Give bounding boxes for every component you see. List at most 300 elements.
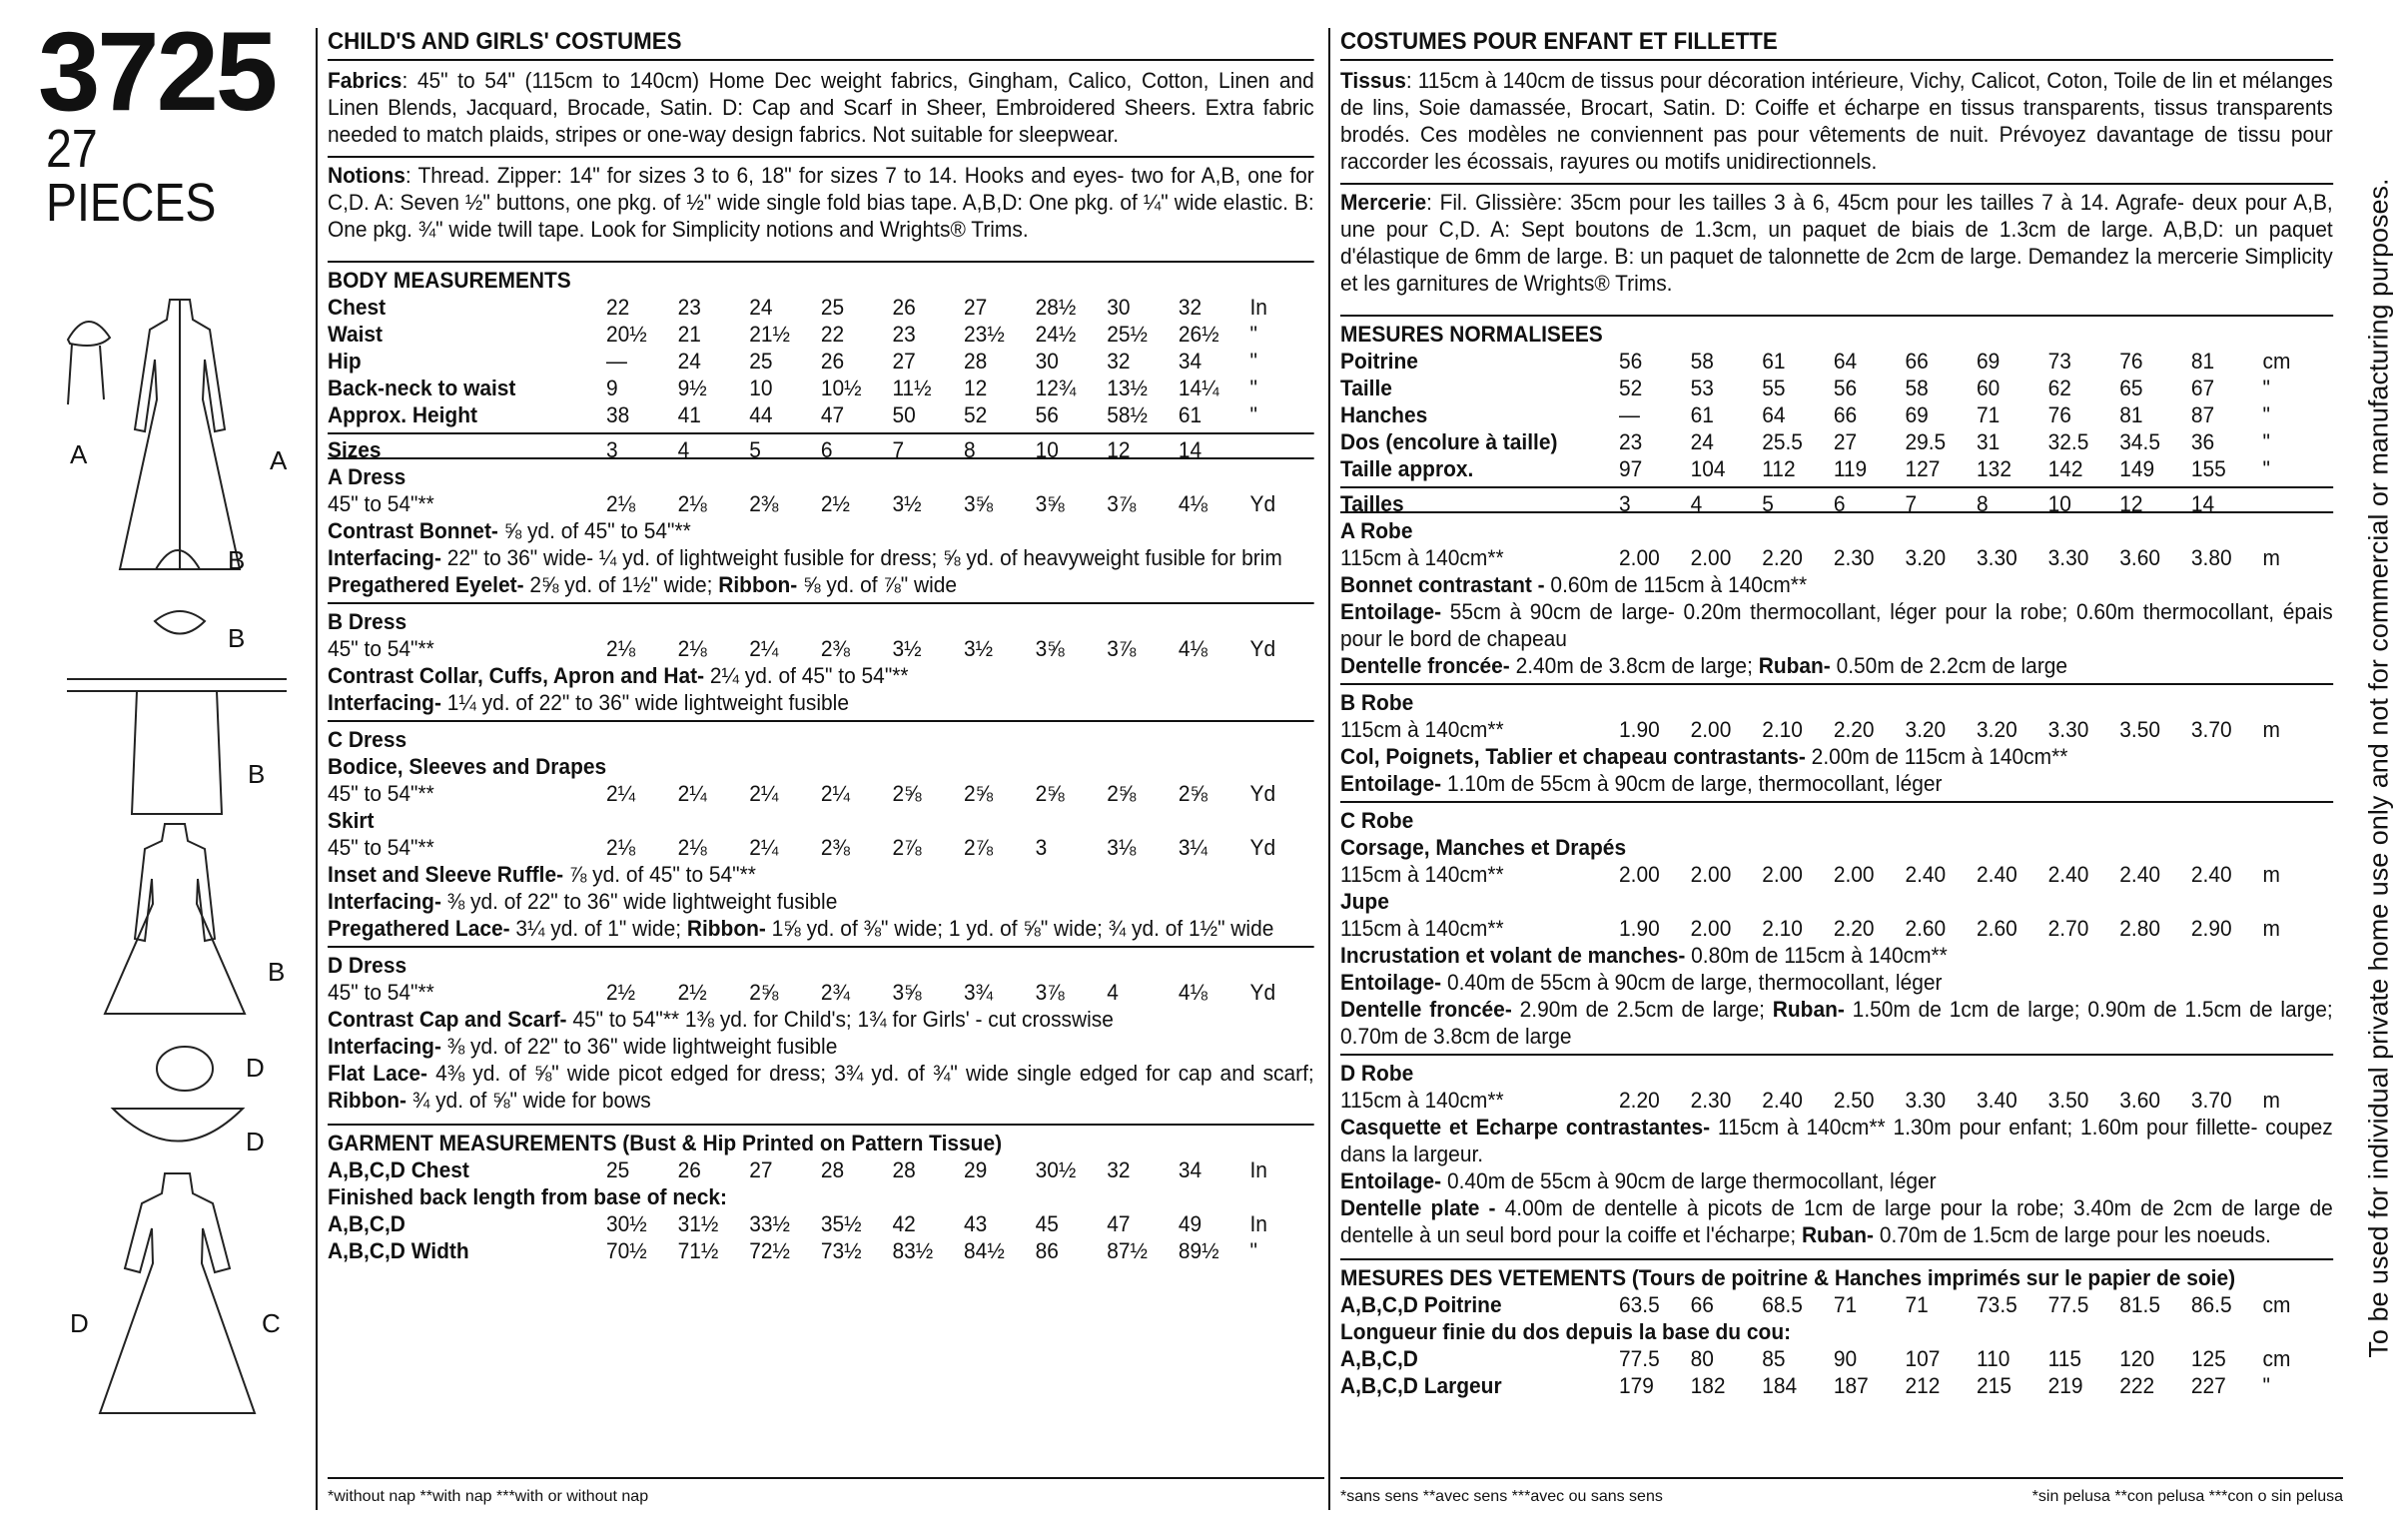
cell: 3.60 — [2119, 1088, 2161, 1113]
cell: 3¾ — [964, 980, 994, 1005]
view-label-d2: D — [246, 1127, 265, 1156]
cell: 10 — [2047, 491, 2071, 516]
cell: 149 — [2119, 456, 2155, 481]
cell: 28 — [964, 349, 988, 374]
cell: 2.70 — [2047, 916, 2089, 941]
cell: 155 — [2190, 456, 2226, 481]
cell: 119 — [1833, 456, 1868, 481]
cell: 58 — [1905, 376, 1929, 400]
cell: 64 — [1833, 349, 1858, 374]
view-label-c: C — [262, 1308, 281, 1338]
cell: 28 — [820, 1157, 845, 1182]
cell: 87½ — [1107, 1238, 1149, 1263]
cell: 32 — [1107, 1157, 1131, 1182]
view-label-d3: D — [70, 1308, 89, 1338]
cell: 2⅛ — [606, 491, 636, 516]
cell: 2.00 — [1762, 862, 1803, 887]
cell: 2.20 — [1619, 1088, 1660, 1113]
cell: 58 — [1690, 349, 1714, 374]
measurement-row — [1340, 428, 2333, 455]
cell: 61 — [1690, 402, 1714, 427]
cell: 4 — [1690, 491, 1703, 516]
cell: 212 — [1905, 1373, 1941, 1398]
cell: 38 — [606, 402, 630, 427]
cell: 63.5 — [1619, 1292, 1660, 1317]
cell: 2.00 — [1619, 862, 1660, 887]
cell: 36 — [2190, 429, 2215, 454]
cell: 2.10 — [1762, 916, 1803, 941]
cell: 30½ — [606, 1211, 647, 1236]
cell: 222 — [2119, 1373, 2155, 1398]
measurement-row — [328, 294, 1314, 321]
measurement-row — [1340, 401, 2333, 428]
unit: In — [1249, 295, 1267, 320]
cell: 53 — [1690, 376, 1714, 400]
cell: 31 — [1977, 429, 2001, 454]
row-label: Hip — [328, 349, 362, 374]
cell: 4⅛ — [1178, 636, 1207, 661]
cell: 3.70 — [2190, 717, 2232, 742]
fr-sizes-row: Tailles 3 4 5 6 7 8 10 12 14 — [1340, 486, 2333, 513]
cell: 3.30 — [2047, 545, 2089, 570]
cell: 3⅞ — [1107, 636, 1137, 661]
view-b-bonnet-illustration — [148, 529, 208, 589]
cell: 12 — [964, 376, 988, 400]
english-column — [316, 28, 1314, 1510]
cell: 32.5 — [2047, 429, 2089, 454]
unit: cm — [2262, 349, 2291, 374]
cell: 69 — [1905, 402, 1929, 427]
cell: 2.40 — [1977, 862, 2017, 887]
fr-body-measurements: MESURES NORMALISEES Poitrine 56 58 61 64 66 69 73 76 81 cm Taille 52 53 55 56 58 60 62 65 67 " Hanches — 61 64 66 69 71 76 81 87 " Dos (encolure à taille) 23 24 25.5 27 29.5 31 32.5 34.5 36 " Taille approx. 97 104 112 119 127 132 142 149 155 " — [1340, 315, 2333, 482]
en-title: CHILD'S AND GIRLS' COSTUMES — [328, 28, 1314, 61]
pattern-number: 3725 — [38, 9, 276, 134]
cell: 2¼ — [749, 636, 779, 661]
cell: 2⅝ — [964, 781, 994, 806]
cell: 68.5 — [1762, 1292, 1803, 1317]
row-label: Approx. Height — [328, 402, 477, 427]
view-label-b3: B — [248, 759, 266, 789]
cell: 120 — [2119, 1346, 2155, 1371]
row-label: Chest — [328, 295, 387, 320]
cell: 86.5 — [2190, 1292, 2232, 1317]
cell: 9 — [606, 376, 618, 400]
cell: 73 — [2047, 349, 2071, 374]
cell: 30 — [1035, 349, 1059, 374]
cell: 2.20 — [1833, 916, 1875, 941]
en-fabrics: Fabrics: 45" to 54" (115cm to 140cm) Home Dec weight fabrics, Gingham, Calico, Cotton, Linen and Linen Blends, Jacquard, Brocade, Satin. D: Cap and Scarf in Sheer, Embroidered Sheers. Extra fabric needed to match plaids, stripes or one-way design fabrics. Not suitable for sleepwear. — [328, 68, 1314, 147]
en-notions: Notions: Thread. Zipper: 14" for sizes 3 to 6, 18" for sizes 7 to 14. Hooks and eyes- two for A,B, one for C,D. A: Seven ½" buttons, one pkg. of ½" wide single fold bias tape. A,B,D: One pkg. of ¼" wide elastic. B: One pkg. ¾" wide twill tape. Look for Simplicity notions and Wrights® Trims. — [328, 156, 1314, 243]
en-garment-measurements: GARMENT MEASUREMENTS (Bust & Hip Printed on Pattern Tissue) A,B,C,D Chest 25 26 27 28 28 29 30½ 32 34 In Finished back length from base of neck: A,B,C,D 30½ 31½ 33½ 35½ 42 43 45 47 49 In A,B,C,D Width 70½ 71½ 72½ 73½ 83½ 84½ 86 87½ 89½ " — [328, 1124, 1314, 1264]
cell: 24 — [677, 349, 701, 374]
view-label-b1: B — [228, 545, 246, 575]
cell: 35½ — [820, 1211, 862, 1236]
cell: 83½ — [892, 1238, 934, 1263]
en-dress-c: C Dress Bodice, Sleeves and Drapes 45" to 54"** 2¼ 2¼ 2¼ 2¼ 2⅝ 2⅝ 2⅝ 2⅝ 2⅝ Yd Skirt 45" to 54"** 2⅛ 2⅛ 2¼ 2⅜ 2⅞ 2⅞ 3 3⅛ 3¼ Yd Inset and Sleeve Ruffle- ⅞ yd. of 45" to 54"** Interfacing- ⅜ yd. of 22" to 36" wide lightweight fusible Pregathered Lace- 3¼ yd. of 1" wide; Ribbon- 1⅝ yd. of ⅜" wide; 1 yd. of ⅝" wide; ¾ yd. of 1½" wide — [328, 720, 1314, 942]
cell: 32 — [1107, 349, 1131, 374]
cell: 2¼ — [749, 781, 779, 806]
cell: 8 — [1977, 491, 1989, 516]
cell: 3.30 — [1977, 545, 2017, 570]
cell: 5 — [749, 437, 761, 462]
cell: 34.5 — [2119, 429, 2161, 454]
cell: 2.60 — [1977, 916, 2017, 941]
cell: 3.30 — [2047, 717, 2089, 742]
cell: 3⅛ — [1107, 835, 1137, 860]
measurement-row — [1340, 455, 2333, 482]
cell: 3⅝ — [892, 980, 922, 1005]
cell: 26½ — [1178, 322, 1219, 347]
cell: 56 — [1619, 349, 1643, 374]
cell: 52 — [964, 402, 988, 427]
cell: 187 — [1833, 1373, 1869, 1398]
cell: 132 — [1977, 456, 2011, 481]
cell: 26 — [892, 295, 916, 320]
cell: 24½ — [1035, 322, 1077, 347]
cell: 34 — [1178, 349, 1203, 374]
cell: 81 — [2119, 402, 2143, 427]
cell: 80 — [1690, 1346, 1714, 1371]
cell: 3 — [606, 437, 618, 462]
cell: 24 — [1690, 429, 1714, 454]
cell: 12 — [1107, 437, 1131, 462]
cell: 23½ — [964, 322, 1005, 347]
row-label: Taille approx. — [1340, 456, 1474, 481]
cell: 31½ — [677, 1211, 719, 1236]
cell: 2¼ — [749, 835, 779, 860]
measurement-row — [328, 401, 1314, 428]
cell: 12¾ — [1035, 376, 1077, 400]
cell: 2.40 — [1762, 1088, 1803, 1113]
cell: 2.00 — [1690, 862, 1732, 887]
fr-notions: Mercerie: Fil. Glissière: 35cm pour les tailles 3 à 6, 45cm pour les tailles 7 à 14. Agrafe- deux pour A,B, une pour C,D. A: Sept boutons de 1.3cm, un paquet de biais de 1.3cm de large. A,B,D: un paquet d'élastique de 6mm de large. B: un paquet de talonnette de 2cm de large. Demandez la mercerie Simplicity et les garnitures de Wrights® Trims. — [1340, 183, 2333, 297]
cell: 60 — [1977, 376, 2001, 400]
cell: 77.5 — [2047, 1292, 2089, 1317]
cell: 21 — [677, 322, 701, 347]
cell: 71 — [1905, 1292, 1929, 1317]
cell: 52 — [1619, 376, 1643, 400]
cell: 81 — [2190, 349, 2215, 374]
cell: 3.60 — [2119, 545, 2161, 570]
en-dress-d: D Dress 45" to 54"** 2½ 2½ 2⅝ 2¾ 3⅝ 3¾ 3⅞ 4 4⅛ Yd Contrast Cap and Scarf- 45" to 54"** 1⅜ yd. for Child's; 1¾ for Girls' - cut crosswise Interfacing- ⅜ yd. of 22" to 36" wide lightweight fusible Flat Lace- 4⅜ yd. of ⅝" wide picot edged for dress; 3¾ yd. of ¾" wide single edged for cap and scarf; Ribbon- ¾ yd. of ⅝" wide for bows — [328, 946, 1314, 1114]
cell: 2⅝ — [892, 781, 922, 806]
view-d-cap-illustration — [150, 1039, 220, 1099]
cell: 2⅝ — [1178, 781, 1207, 806]
cell: 1.90 — [1619, 717, 1660, 742]
cell: 3.20 — [1977, 717, 2017, 742]
cell: 3.20 — [1905, 545, 1947, 570]
cell: 50 — [892, 402, 916, 427]
cell: 25½ — [1107, 322, 1149, 347]
cell: 33½ — [749, 1211, 790, 1236]
cell: 41 — [677, 402, 701, 427]
view-b-collar-illustration — [150, 601, 210, 651]
cell: 22 — [820, 322, 845, 347]
cell: 6 — [1833, 491, 1846, 516]
cell: 2⅜ — [820, 835, 850, 860]
measurement-row — [1340, 375, 2333, 401]
cell: 3½ — [892, 636, 922, 661]
cell: 81.5 — [2119, 1292, 2161, 1317]
cell: 215 — [1977, 1373, 2011, 1398]
cell: 89½ — [1178, 1238, 1219, 1263]
cell: 2⅛ — [606, 835, 636, 860]
cell: 2.00 — [1690, 717, 1732, 742]
cell: 77.5 — [1619, 1346, 1660, 1371]
cell: 2.30 — [1833, 545, 1875, 570]
cell: 2¼ — [677, 781, 707, 806]
cell: 3⅝ — [1035, 491, 1065, 516]
cell: 3.50 — [2047, 1088, 2089, 1113]
cell: 2½ — [677, 980, 707, 1005]
cell: 2⅝ — [1107, 781, 1137, 806]
cell: 24 — [749, 295, 773, 320]
cell: 47 — [1107, 1211, 1131, 1236]
cell: 27 — [749, 1157, 773, 1182]
cell: 2⅞ — [964, 835, 994, 860]
cell: 25 — [749, 349, 773, 374]
unit: " — [1249, 322, 1257, 347]
cell: 2.20 — [1833, 717, 1875, 742]
cell: 3 — [1035, 835, 1048, 860]
unit: " — [1249, 349, 1257, 374]
cell: 27 — [892, 349, 916, 374]
cell: 27 — [964, 295, 988, 320]
measurement-row — [1340, 348, 2333, 375]
cell: 115 — [2047, 1346, 2082, 1371]
view-c-dress-illustration — [95, 1168, 260, 1418]
view-b-apron-illustration — [62, 669, 292, 819]
cell: 22 — [606, 295, 630, 320]
cell: 27 — [1833, 429, 1858, 454]
view-label-a2: A — [270, 445, 288, 475]
cell: 2⅝ — [749, 980, 779, 1005]
cell: 64 — [1762, 402, 1786, 427]
view-label-b4: B — [268, 957, 286, 987]
cell: 6 — [820, 437, 833, 462]
row-label: Dos (encolure à taille) — [1340, 429, 1558, 454]
cell: — — [1619, 402, 1640, 427]
cell: 71 — [1977, 402, 2001, 427]
measurement-row — [328, 348, 1314, 375]
cell: 32 — [1178, 295, 1203, 320]
en-sizes-row: Sizes 3 4 5 6 7 8 10 12 14 — [328, 432, 1314, 459]
cell: 2⅛ — [677, 491, 707, 516]
cell: 3⅝ — [1035, 636, 1065, 661]
cell: 10½ — [820, 376, 862, 400]
cell: 61 — [1178, 402, 1203, 427]
cell: — — [606, 349, 627, 374]
cell: 2⅞ — [892, 835, 922, 860]
cell: 7 — [1905, 491, 1918, 516]
cell: 69 — [1977, 349, 2001, 374]
cell: 70½ — [606, 1238, 647, 1263]
cell: 2⅜ — [820, 636, 850, 661]
cell: 3.30 — [1905, 1088, 1947, 1113]
cell: 25 — [820, 295, 845, 320]
cell: 67 — [2190, 376, 2215, 400]
fr-title: COSTUMES POUR ENFANT ET FILLETTE — [1340, 28, 2333, 61]
cell: 2.00 — [1833, 862, 1875, 887]
cell: 86 — [1035, 1238, 1059, 1263]
cell: 4 — [1107, 980, 1119, 1005]
cell: 85 — [1762, 1346, 1786, 1371]
view-label-a1: A — [70, 439, 88, 469]
french-column — [1328, 28, 2343, 1510]
cell: 14 — [2190, 491, 2215, 516]
cell: 49 — [1178, 1211, 1203, 1236]
cell: 13½ — [1107, 376, 1149, 400]
cell: 20½ — [606, 322, 647, 347]
cell: 2.90 — [2190, 916, 2232, 941]
cell: 73½ — [820, 1238, 862, 1263]
unit: " — [2262, 402, 2270, 427]
cell: 182 — [1690, 1373, 1726, 1398]
cell: 56 — [1833, 376, 1858, 400]
cell: 2⅜ — [749, 491, 779, 516]
cell: 23 — [677, 295, 701, 320]
cell: 76 — [2047, 402, 2071, 427]
cell: 2.40 — [2047, 862, 2089, 887]
cell: 3⅞ — [1035, 980, 1065, 1005]
cell: 14 — [1178, 437, 1203, 462]
unit: " — [2262, 456, 2270, 481]
cell: 2.40 — [2119, 862, 2161, 887]
cell: 2¼ — [820, 781, 850, 806]
view-b-dress-illustration — [100, 819, 250, 1019]
cell: 3.40 — [1977, 1088, 2017, 1113]
cell: 125 — [2190, 1346, 2226, 1371]
cell: 127 — [1905, 456, 1941, 481]
measurement-row — [328, 375, 1314, 401]
usage-notice: To be used for individual private home use only and not for commercial or manufacturing purposes. — [2363, 178, 2394, 1358]
cell: 55 — [1762, 376, 1786, 400]
cell: 43 — [964, 1211, 988, 1236]
unit: " — [2262, 429, 2270, 454]
en-body-measurements: BODY MEASUREMENTS Chest 22 23 24 25 26 27 28½ 30 32 In Waist 20½ 21 21½ 22 23 23½ 24½ 25½ 26½ " Hip — 24 25 26 27 28 30 32 34 " Back-neck to waist 9 9½ 10 10½ 11½ 12 12¾ 13½ 14¼ " Approx. Height 38 41 44 47 50 52 56 58½ 61 " — [328, 261, 1314, 428]
unit: " — [1249, 376, 1257, 400]
cell: 71½ — [677, 1238, 719, 1263]
cell: 10 — [1035, 437, 1059, 462]
view-label-d1: D — [246, 1053, 265, 1083]
cell: 3 — [1619, 491, 1631, 516]
cell: 184 — [1762, 1373, 1798, 1398]
cell: 61 — [1762, 349, 1786, 374]
cell: 11½ — [892, 376, 932, 400]
cell: 14¼ — [1178, 376, 1219, 400]
unit: " — [2262, 376, 2270, 400]
en-dress-a: A Dress 45" to 54"** 2⅛ 2⅛ 2⅜ 2½ 3½ 3⅝ 3⅝ 3⅞ 4⅛ Yd Contrast Bonnet- ⅝ yd. of 45" to 54"** Interfacing- 22" to 36" wide- ¼ yd. of lightweight fusible for dress; ⅝ yd. of heavyweight fusible for brim Pregathered Eyelet- 2⅝ yd. of 1½" wide; Ribbon- ⅝ yd. of ⅞" wide — [328, 464, 1282, 597]
cell: 2.40 — [2190, 862, 2232, 887]
cell: 107 — [1905, 1346, 1941, 1371]
cell: 42 — [892, 1211, 916, 1236]
row-label: Hanches — [1340, 402, 1428, 427]
cell: 3⅝ — [964, 491, 994, 516]
row-label: Waist — [328, 322, 384, 347]
fr-fabrics: Tissus: 115cm à 140cm de tissus pour décoration intérieure, Vichy, Calicot, Coton, Toile de lin et mélanges de lins, Soie damassée, Brocart, Satin. D: Coiffe et écharpe en tissus transparents, tissus transparents brodés. Ces modèles ne conviennent pas pour vêtements de nuit. Prévoyez davantage de tissu pour raccorder les écossais, rayures ou motifs unidirectionnels. — [1340, 68, 2333, 174]
cell: 56 — [1035, 402, 1059, 427]
cell: 71 — [1833, 1292, 1858, 1317]
cell: 2.20 — [1762, 545, 1803, 570]
cell: 3.80 — [2190, 545, 2232, 570]
fr-dress-b: B Robe 115cm à 140cm** 1.90 2.00 2.10 2.20 3.20 3.20 3.30 3.50 3.70 m Col, Poignets, Tablier et chapeau contrastants- 2.00m de 115cm à 140cm** Entoilage- 1.10m de 55cm à 90cm de large, thermocollant, léger — [1340, 683, 2333, 797]
cell: 66 — [1833, 402, 1858, 427]
cell: 1.90 — [1619, 916, 1660, 941]
cell: 3½ — [964, 636, 994, 661]
cell: 2.40 — [1905, 862, 1947, 887]
cell: 2.10 — [1762, 717, 1803, 742]
cell: 2⅛ — [677, 835, 707, 860]
cell: 2.00 — [1619, 545, 1660, 570]
cell: 4 — [677, 437, 690, 462]
cell: 4⅛ — [1178, 980, 1207, 1005]
cell: 2½ — [606, 980, 636, 1005]
view-a-bonnet-illustration — [58, 300, 118, 409]
cell: 73.5 — [1977, 1292, 2017, 1317]
cell: 62 — [2047, 376, 2071, 400]
cell: 26 — [677, 1157, 701, 1182]
cell: 66 — [1690, 1292, 1714, 1317]
cell: 3.50 — [2119, 717, 2161, 742]
unit: " — [1249, 402, 1257, 427]
cell: 65 — [2119, 376, 2143, 400]
cell: 7 — [892, 437, 905, 462]
cell: 2.30 — [1690, 1088, 1732, 1113]
cell: 76 — [2119, 349, 2143, 374]
cell: 142 — [2047, 456, 2083, 481]
cell: 28½ — [1035, 295, 1077, 320]
cell: 29.5 — [1905, 429, 1947, 454]
cell: 2.00 — [1690, 545, 1732, 570]
cell: 30 — [1107, 295, 1131, 320]
cell: 23 — [892, 322, 916, 347]
cell: 58½ — [1107, 402, 1149, 427]
cell: 97 — [1619, 456, 1643, 481]
cell: 25 — [606, 1157, 630, 1182]
cell: 23 — [1619, 429, 1643, 454]
cell: 2⅝ — [1035, 781, 1065, 806]
row-label: Poitrine — [1340, 349, 1418, 374]
cell: 4⅛ — [1178, 491, 1207, 516]
view-d-scarf-illustration — [108, 1099, 248, 1168]
cell: 12 — [2119, 491, 2143, 516]
cell: 3½ — [892, 491, 922, 516]
cell: 72½ — [749, 1238, 790, 1263]
cell: 3.70 — [2190, 1088, 2232, 1113]
en-dress-b: B Dress 45" to 54"** 2⅛ 2⅛ 2¼ 2⅜ 3½ 3½ 3⅝ 3⅞ 4⅛ Yd Contrast Collar, Cuffs, Apron and Hat- 2¼ yd. of 45" to 54"** Interfacing- 1¼ yd. of 22" to 36" wide lightweight fusible — [328, 602, 1314, 716]
cell: 25.5 — [1762, 429, 1803, 454]
en-footnote: *without nap **with nap ***with or without nap — [328, 1477, 1324, 1510]
cell: 45 — [1035, 1211, 1059, 1236]
cell: 3⅞ — [1107, 491, 1137, 516]
cell: 3.20 — [1905, 717, 1947, 742]
fr-dress-c: C Robe Corsage, Manches et Drapés 115cm à 140cm** 2.00 2.00 2.00 2.00 2.40 2.40 2.40 2.40 2.40 m Jupe 115cm à 140cm** 1.90 2.00 2.10 2.20 2.60 2.60 2.70 2.80 2.90 m Incrustation et volant de manches- 0.80m de 115cm à 140cm** Entoilage- 0.40m de 55cm à 90cm de large, thermocollant, léger Dentelle froncée- 2.90m de 2.5cm de large; Ruban- 1.50m de 1cm de large; 0.90m de 1.5cm de large; 0.70m de 3.8cm de large — [1340, 801, 2333, 1050]
cell: 29 — [964, 1157, 988, 1182]
cell: 30½ — [1035, 1157, 1077, 1182]
cell: 21½ — [749, 322, 790, 347]
cell: 112 — [1762, 456, 1796, 481]
cell: 2⅛ — [677, 636, 707, 661]
cell: 104 — [1690, 456, 1726, 481]
cell: 2½ — [820, 491, 850, 516]
measurement-row — [328, 321, 1314, 348]
cell: 5 — [1762, 491, 1774, 516]
fr-dress-a: A Robe 115cm à 140cm** 2.00 2.00 2.20 2.30 3.20 3.30 3.30 3.60 3.80 m Bonnet contrastant - 0.60m de 115cm à 140cm** Entoilage- 55cm à 90cm de large- 0.20m thermocollant, léger pour la robe; 0.60m thermocollant, épais pour le bord de chapeau Dentelle froncée- 2.40m de 3.8cm de large; Ruban- 0.50m de 2.2cm de large — [1340, 518, 2333, 678]
cell: 179 — [1619, 1373, 1654, 1398]
cell: 2¾ — [820, 980, 850, 1005]
pieces-count: 27 PIECES — [46, 119, 217, 233]
cell: 2.80 — [2119, 916, 2161, 941]
